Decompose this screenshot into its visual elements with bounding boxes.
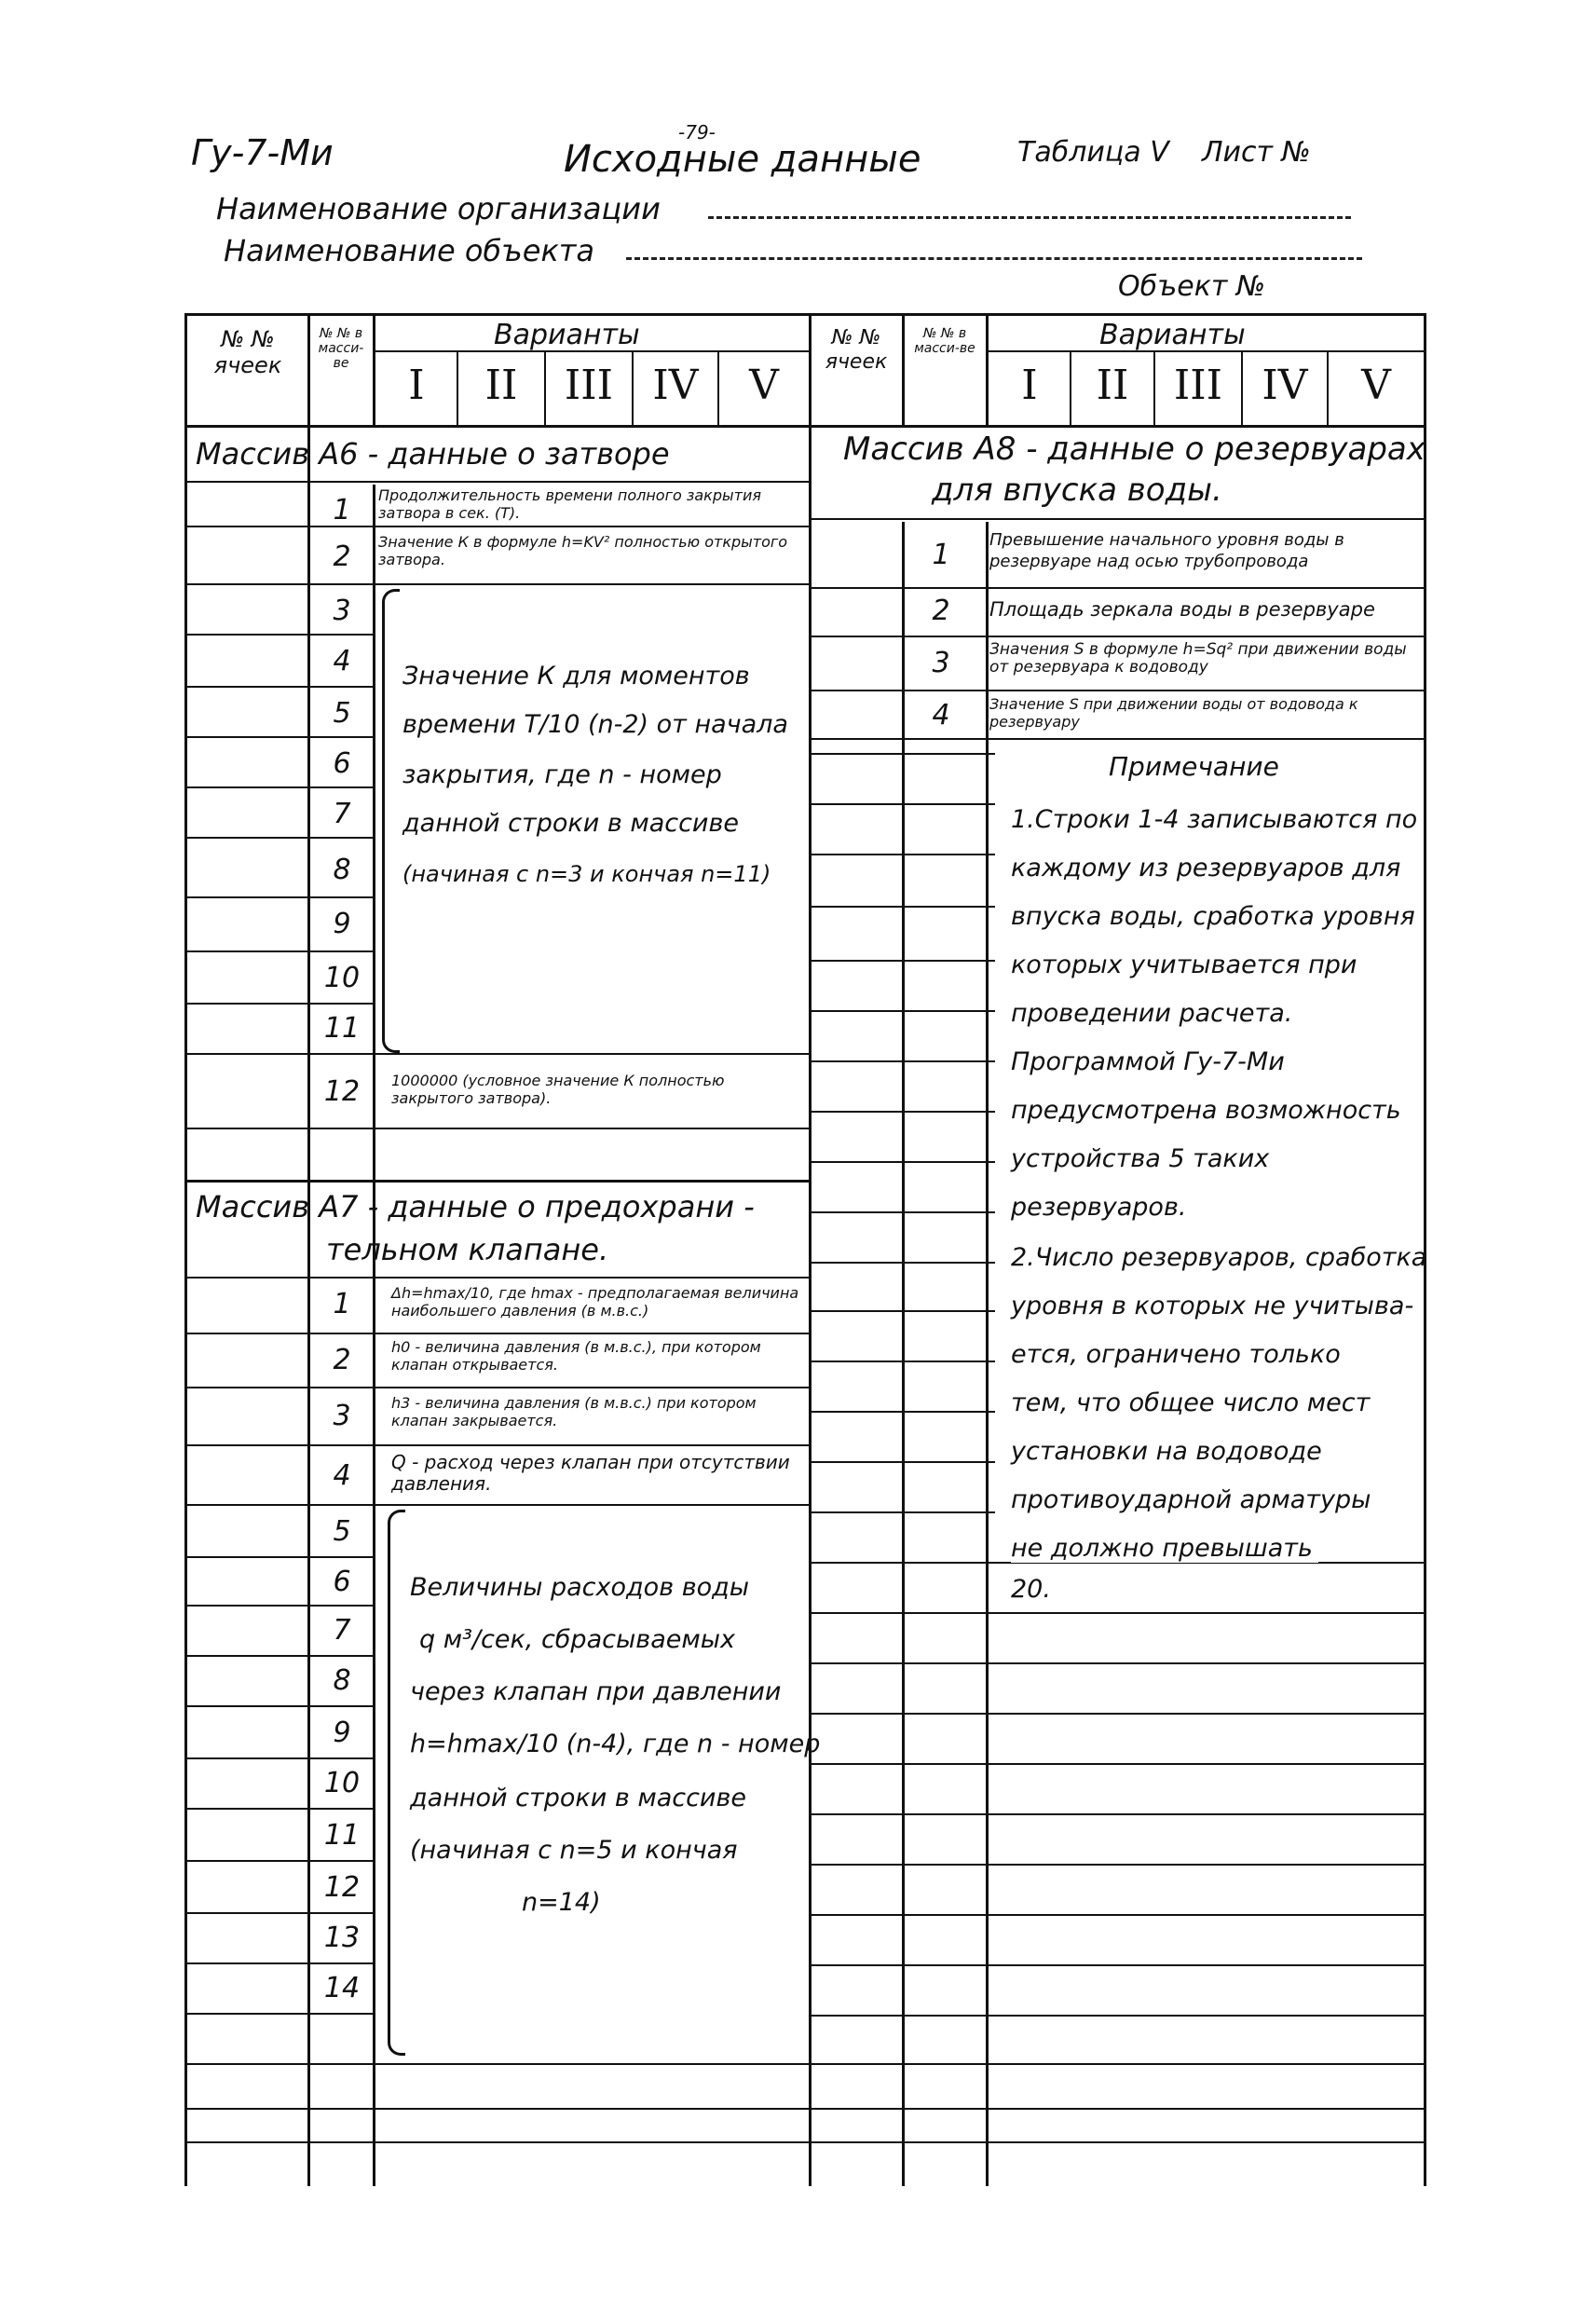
variants-header-right: Варианты (1099, 319, 1246, 351)
page-title: Исходные данные (564, 138, 921, 181)
note-line: противоударной арматуры (1011, 1485, 1371, 1514)
a6-row-7-number: 7 (333, 798, 351, 830)
page-number: -79- (678, 121, 716, 144)
array-a6-title: Массив А6 - данные о затворе (196, 436, 670, 472)
a8-row-3-number: 3 (932, 647, 950, 679)
a7-brace-line-4: h=hmax/10 (n-4), где n - номер (410, 1730, 821, 1758)
a7-brace-line-7: n=14) (522, 1888, 601, 1917)
a7-row-13-number: 13 (323, 1921, 361, 1954)
a7-row-5-number: 5 (333, 1515, 351, 1548)
object-field-line (626, 257, 1362, 260)
variant-2-right: II (1096, 362, 1129, 409)
a6-row-2-text: Значение К в формуле h=KV² полностью открытого затвора. (378, 533, 788, 568)
a6-brace-line-4: данной строки в массиве (402, 809, 740, 838)
a7-brace (388, 1510, 405, 2056)
a8-row-1-text: Превышение начального уровня воды в резервуаре над осью трубопровода (989, 530, 1344, 571)
a6-brace-line-2: времени T/10 (n-2) от начала (402, 710, 788, 739)
a7-row-3-number: 3 (333, 1400, 351, 1432)
a8-row-4-text: Значение S при движении воды от водовода к резервуару (989, 695, 1358, 731)
a7-brace-line-1: Величины расходов воды (410, 1573, 750, 1602)
variants-header-left: Варианты (494, 319, 640, 351)
a8-row-4-number: 4 (932, 699, 950, 732)
note-line: 1.Строки 1-4 записываются по (1011, 805, 1418, 834)
note-line: установки на водоводе (1011, 1437, 1322, 1466)
a7-row-6-number: 6 (333, 1566, 351, 1598)
a7-row-12-number: 12 (323, 1871, 361, 1904)
cells-column-header: № № ячеек (213, 326, 282, 378)
a8-row-1-number: 1 (932, 539, 950, 571)
note-line: устройства 5 таких (1011, 1144, 1270, 1173)
program-code: Гу-7-Ми (191, 132, 334, 173)
array-a7-title-line-2: тельном клапане. (326, 1232, 609, 1267)
a7-row-1-text: Δh=hmax/10, где hmax - предполагаемая величина наибольшего давления (в м.в.с.) (391, 1284, 799, 1320)
a8-row-3-text: Значения S в формуле h=Sq² при движении воды от резервуара к водоводу (989, 640, 1407, 677)
a6-brace-line-1: Значение К для моментов (402, 662, 750, 691)
note-line: тем, что общее число мест (1011, 1388, 1371, 1417)
a6-row-12-number: 12 (323, 1075, 361, 1108)
object-label: Наименование объекта (224, 233, 595, 268)
object-number-label: Объект № (1118, 270, 1266, 303)
array-a8-title-line-2: для впуска воды. (932, 472, 1222, 509)
variant-1-left: I (408, 362, 425, 409)
a7-row-10-number: 10 (323, 1767, 361, 1799)
a7-row-4-text: Q - расход через клапан при отсутствии давления. (391, 1451, 790, 1495)
variant-5-left: V (749, 362, 779, 409)
variant-4-right: IV (1262, 362, 1308, 409)
note-line: 20. (1011, 1575, 1057, 1604)
array-a7-title-line-1: Массив А7 - данные о предохрани - (196, 1189, 755, 1224)
note-line: резервуаров. (1011, 1193, 1187, 1222)
a7-brace-line-3: через клапан при давлении (410, 1677, 782, 1706)
a8-row-2-text: Площадь зеркала воды в резервуаре (989, 598, 1375, 621)
a8-row-2-number: 2 (932, 595, 950, 627)
a6-brace-line-3: закрытия, где n - номер (402, 760, 722, 789)
note-line: Программой Гу-7-Ми (1011, 1047, 1285, 1076)
a6-row-12-text: 1000000 (условное значение К полностью закрытого затвора). (391, 1072, 725, 1107)
note-line: которых учитывается при (1011, 950, 1357, 979)
variant-3-right: III (1173, 362, 1223, 409)
variant-5-right: V (1361, 362, 1391, 409)
a7-row-11-number: 11 (323, 1819, 361, 1852)
organization-label: Наименование организации (216, 191, 661, 226)
a7-row-7-number: 7 (333, 1614, 351, 1647)
note-line: проведении расчета. (1011, 999, 1293, 1028)
a6-row-8-number: 8 (333, 854, 351, 886)
a6-row-6-number: 6 (333, 747, 351, 780)
a7-row-9-number: 9 (333, 1716, 351, 1749)
sheet-label: Лист № (1202, 136, 1311, 169)
note-line: ется, ограничено только (1011, 1340, 1341, 1369)
a6-brace (382, 589, 400, 1053)
note-line: уровня в которых не учитыва- (1011, 1292, 1414, 1320)
array-index-column-header: № № в масси-ве (318, 326, 364, 371)
a6-row-9-number: 9 (333, 908, 351, 940)
a7-row-1-number: 1 (333, 1288, 351, 1320)
organization-field-line (708, 216, 1351, 219)
a6-row-4-number: 4 (333, 645, 351, 677)
array-index-column-header-right: № № в масси-ве (914, 326, 975, 356)
a6-row-3-number: 3 (333, 595, 351, 627)
cells-column-header-right: № № ячеек (825, 326, 888, 374)
variant-1-right: I (1021, 362, 1038, 409)
note-line: предусмотрена возможность (1011, 1096, 1401, 1125)
a7-row-4-number: 4 (333, 1459, 351, 1492)
note-line: впуска воды, сработка уровня (1011, 902, 1415, 931)
a7-row-3-text: h3 - величина давления (в м.в.с.) при котором клапан закрывается. (391, 1394, 757, 1429)
a7-brace-line-6: (начиная с n=5 и кончая (410, 1836, 738, 1865)
a6-row-5-number: 5 (333, 697, 351, 730)
a6-row-1-text: Продолжительность времени полного закрытия затвора в сек. (Т). (378, 486, 761, 522)
a6-row-1-number: 1 (333, 494, 351, 526)
a6-row-10-number: 10 (323, 962, 361, 994)
note-line: 2.Число резервуаров, сработка (1011, 1243, 1427, 1272)
a7-row-8-number: 8 (333, 1664, 351, 1697)
a7-row-14-number: 14 (323, 1972, 361, 2004)
note-title: Примечание (1109, 751, 1279, 782)
a6-row-11-number: 11 (323, 1012, 361, 1045)
a7-row-2-number: 2 (333, 1344, 351, 1376)
variant-4-left: IV (652, 362, 699, 409)
a7-brace-line-5: данной строки в массиве (410, 1784, 747, 1812)
note-line: не должно превышать (1011, 1534, 1318, 1563)
a7-brace-line-2: q м³/сек, сбрасываемых (419, 1625, 736, 1654)
note-line: каждому из резервуаров для (1011, 854, 1401, 882)
variant-2-left: II (484, 362, 518, 409)
table-label: Таблица V (1017, 136, 1169, 169)
a6-row-2-number: 2 (333, 540, 351, 573)
array-a8-title-line-1: Массив А8 - данные о резервуарах (843, 431, 1425, 468)
variant-3-left: III (564, 362, 614, 409)
a7-row-2-text: h0 - величина давления (в м.в.с.), при котором клапан открывается. (391, 1338, 761, 1374)
a6-brace-line-5: (начиная с n=3 и кончая n=11) (402, 861, 771, 887)
